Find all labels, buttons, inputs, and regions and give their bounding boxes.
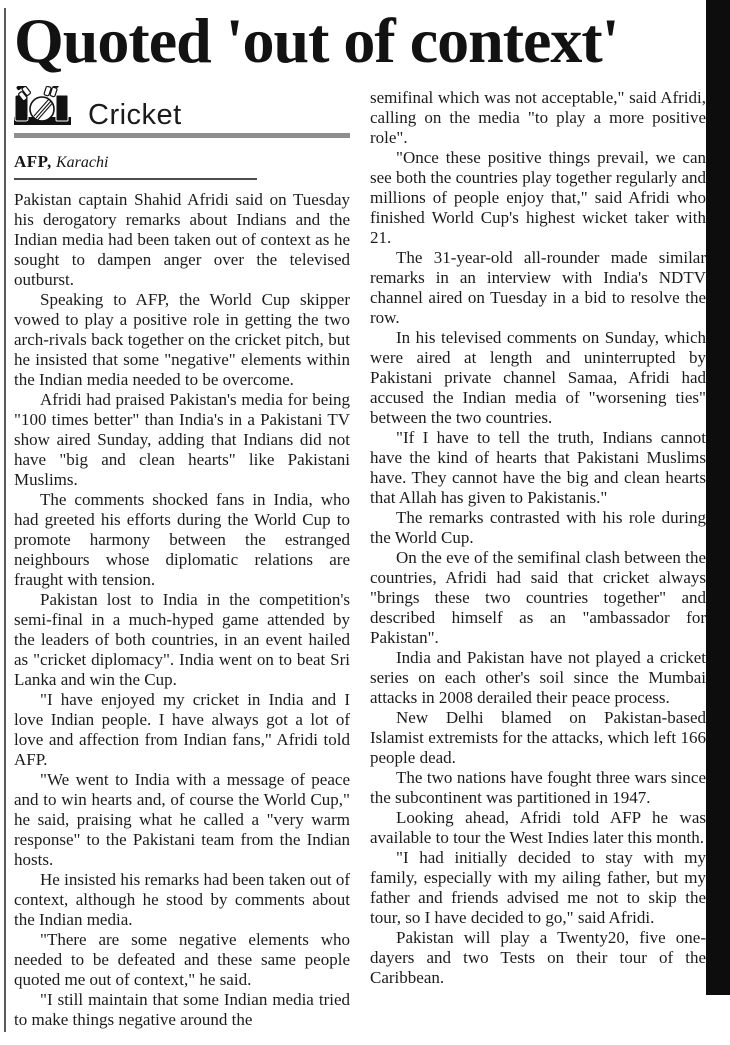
article-column-left [14,84,350,1030]
article-paragraph: "We went to India with a message of peace and to win hearts and, of course the World Cup," he said, praising what he called a "very warm response" to the Pakistani team from the Indian hosts. [14,769,350,869]
article-paragraph: "I had initially decided to stay with my family, especially with my ailing father, but my father and friends advised me not to skip the tour, so I have decided to go," said Afridi. [370,848,706,927]
section-label: Cricket [88,99,182,131]
article-paragraph: Pakistan captain Shahid Afridi said on Tuesday his derogatory remarks about Indians and the Indian media had been taken out of context as he sought to dampen anger over the televised outburst. [14,189,350,289]
article-paragraph: Pakistan will play a Twenty20, five one-dayers and two Tests on their tour of the Caribbean. [370,928,706,987]
article-column-right [370,84,706,1030]
article-paragraph: Looking ahead, Afridi told AFP he was available to tour the West Indies later this month. [370,808,706,847]
article-paragraph: On the eve of the semifinal clash between the countries, Afridi had said that cricket always "brings these two countries together" and described himself as an "ambassador for Pakistan". [370,548,706,647]
article-paragraph: "I still maintain that some Indian media tried to make things negative around the [14,989,350,1029]
article-paragraph: The remarks contrasted with his role during the World Cup. [370,508,706,547]
headline: Quoted 'out of context' [14,5,619,76]
article-paragraph: The 31-year-old all-rounder made similar remarks in an interview with India's NDTV channel aired on Tuesday in a bid to resolve the row. [370,248,706,327]
article-paragraph: Afridi had praised Pakistan's media for being "100 times better" than India's in a Pakistani TV show aired Sunday, adding that Indians did not have "big and clean hearts" like Pakistani Muslims. [14,389,350,489]
article-paragraph: semifinal which was not acceptable," said Afridi, calling on the media "to play a more positive role". [370,88,706,147]
byline [14,152,350,172]
section-rule [14,133,350,138]
article-paragraph: In his televised comments on Sunday, which were aired at length and uninterrupted by Pakistani private channel Samaa, Afridi had accused the Indian media of "worsening ties" between the two countries. [370,328,706,427]
article-text-left [14,190,350,1030]
article-paragraph: "If I have to tell the truth, Indians cannot have the kind of hearts that Pakistani Muslims have. They cannot have the big and clean hearts that Allah has given to Pakistanis." [370,428,706,507]
article-paragraph: The two nations have fought three wars since the subcontinent was partitioned in 1947. [370,768,706,807]
page-edge-bar [706,0,730,995]
byline-rule [14,178,257,180]
article-paragraph: The comments shocked fans in India, who had greeted his efforts during the World Cup to promote harmony between the estranged neighbours whose diplomatic relations are fraught with tension. [14,489,350,589]
article-paragraph: India and Pakistan have not played a cricket series on each other's soil since the Mumbai attacks in 2008 derailed their peace process. [370,648,706,707]
section-header [14,86,350,132]
article-paragraph: He insisted his remarks had been taken out of context, although he stood by comments about the Indian media. [14,869,350,929]
page-border-line [4,8,6,1032]
article-text-right [370,84,706,988]
article-paragraph: "I have enjoyed my cricket in India and I love Indian people. I have always got a lot of love and affection from Indian fans," Afridi told AFP. [14,689,350,769]
byline-location: Karachi [56,154,109,171]
article-paragraph: "Once these positive things prevail, we can see both the countries play together regularly and millions of people enjoy that," said Afridi who finished World Cup's highest wicket taker with 21. [370,148,706,247]
page-content [14,0,706,1030]
article-paragraph: Speaking to AFP, the World Cup skipper vowed to play a positive role in getting the two arch-rivals back together on the cricket pitch, but he insisted that some "negative" elements within the Indian media needed to be overcome. [14,289,350,389]
byline-agency: AFP, [14,152,52,171]
article-body [14,84,706,1030]
article-paragraph: "There are some negative elements who needed to be defeated and these same people quoted me out of context," he said. [14,929,350,989]
article-paragraph: New Delhi blamed on Pakistan-based Islamist extremists for the attacks, which left 166 people dead. [370,708,706,767]
cricket-icon [14,86,82,132]
article-paragraph: Pakistan lost to India in the competition's semi-final in a much-hyped game attended by the leaders of both countries, in an event hailed as "cricket diplomacy". India went on to beat Sri Lanka and win the Cup. [14,589,350,689]
